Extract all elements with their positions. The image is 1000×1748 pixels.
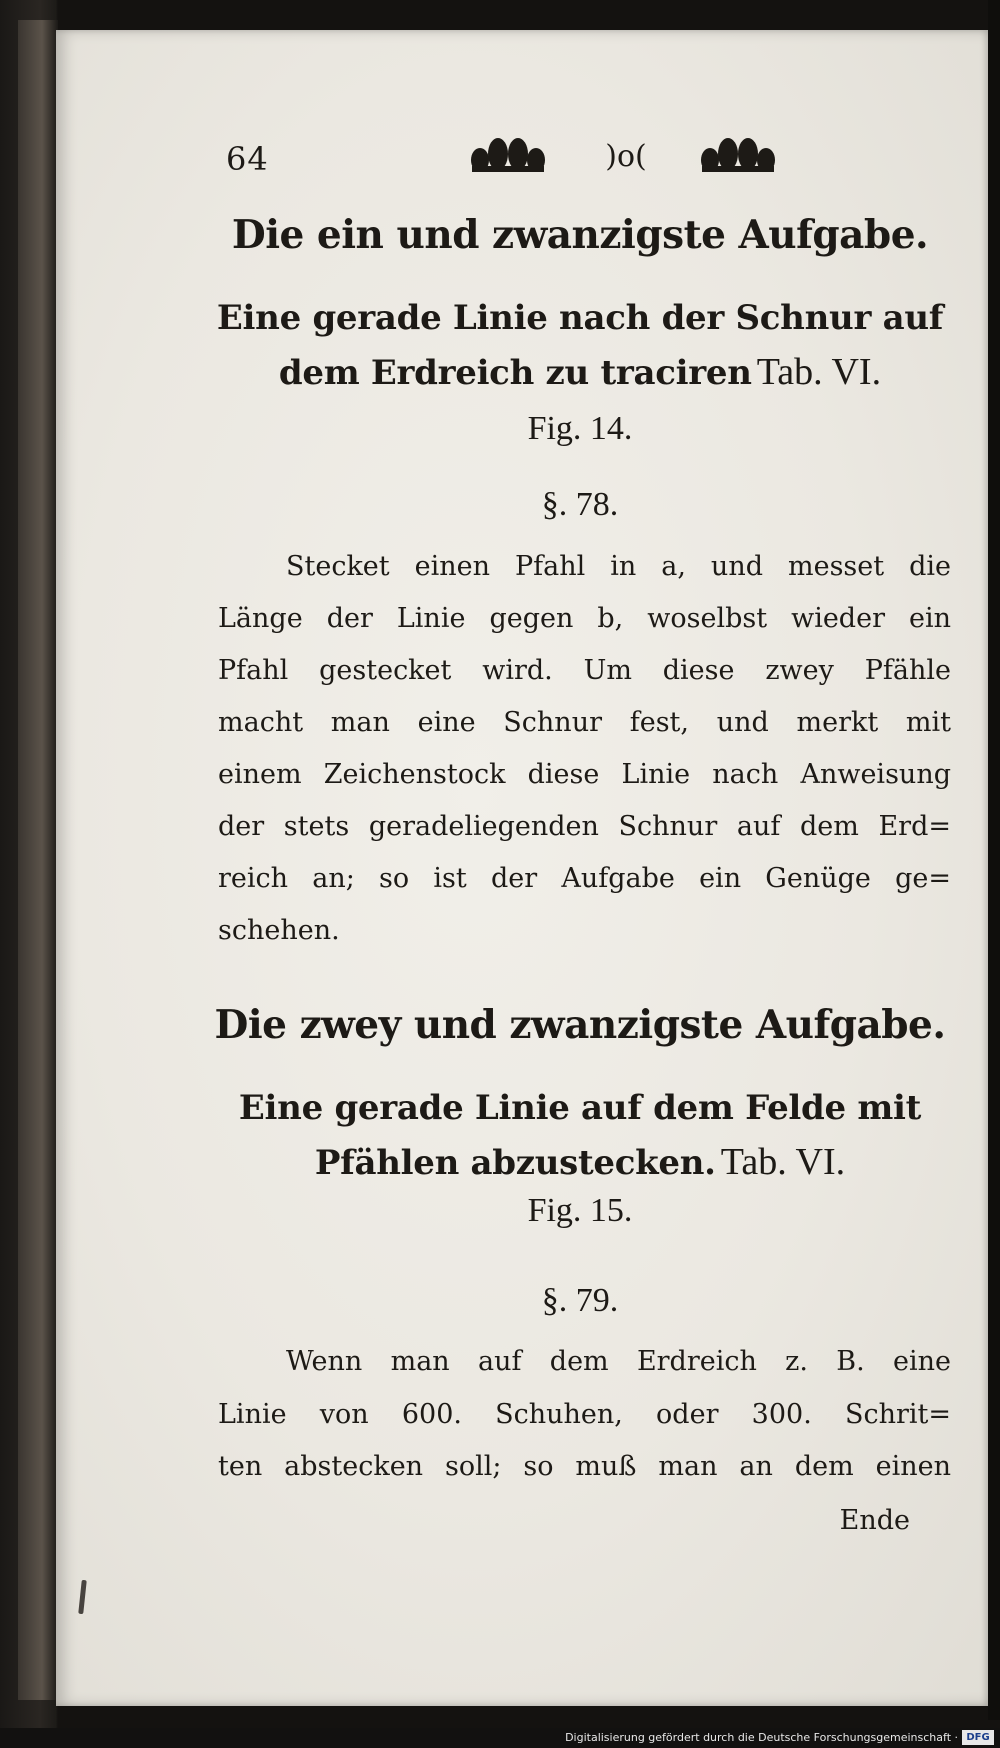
- section-1-subtitle-line-2: [200, 350, 960, 394]
- ornament-center-text: )o(: [605, 139, 647, 174]
- section-1-paragraph-number: §. 78.: [541, 486, 619, 523]
- section-1-body-line: macht man eine Schnur fest, und merkt mit: [218, 707, 951, 738]
- dfg-logo: DFG: [962, 1730, 994, 1745]
- section-1-body-line: schehen.: [218, 915, 340, 946]
- section-2-subtitle-line-1: Eine gerade Linie auf dem Felde mit: [238, 1088, 922, 1128]
- ornament-right-fleuron-icon: [701, 138, 775, 172]
- page-number: 64: [226, 140, 269, 178]
- section-1-body-line: reich an; so ist der Aufgabe ein Genüge ge=: [218, 863, 951, 894]
- section-2-figure-reference: Fig. 15.: [527, 1192, 633, 1229]
- section-2-table-reference: Tab. VI.: [720, 1141, 846, 1183]
- scan-right-border: [988, 0, 1000, 1720]
- ornament-left-fleuron-icon: [471, 138, 545, 172]
- section-2-body-line: Wenn man auf dem Erdreich z. B. eine: [286, 1346, 951, 1377]
- section-1-body-line: Stecket einen Pfahl in a, und messet die: [286, 551, 951, 582]
- book-spine-edge: [18, 20, 58, 1700]
- section-2-subtitle-line-2: [200, 1140, 960, 1184]
- section-1-body-line: Länge der Linie gegen b, woselbst wieder ein: [218, 603, 951, 634]
- section-2-title: Die zwey und zwanzigste Aufgabe.: [214, 1002, 946, 1048]
- section-1-table-reference: Tab. VI.: [756, 351, 882, 393]
- section-1-body-line: Pfahl gestecket wird. Um diese zwey Pfähle: [218, 655, 951, 686]
- section-1-subtitle-text: dem Erdreich zu traciren: [278, 353, 752, 393]
- section-1-body-line: einem Zeichenstock diese Linie nach Anweisung: [218, 759, 951, 790]
- section-1-title: Die ein und zwanzigste Aufgabe.: [231, 212, 929, 258]
- section-1-body-line: der stets geradeliegenden Schnur auf dem Erd=: [218, 811, 951, 842]
- section-2-body-line: ten abstecken soll; so muß man an dem einen: [218, 1451, 951, 1482]
- catchword: Ende: [839, 1505, 910, 1536]
- section-2-subtitle-text: Pfählen abzustecken.: [314, 1143, 716, 1183]
- section-2-paragraph-number: §. 79.: [541, 1282, 619, 1319]
- section-2-body-line: Linie von 600. Schuhen, oder 300. Schrit=: [218, 1399, 951, 1430]
- section-1-subtitle-line-1: Eine gerade Linie nach der Schnur auf: [216, 298, 944, 338]
- section-1-figure-reference: Fig. 14.: [527, 410, 633, 447]
- header-ornament: [466, 134, 786, 178]
- digitization-credit: Digitalisierung gefördert durch die Deutsche Forschungsgemeinschaft ·: [565, 1731, 958, 1744]
